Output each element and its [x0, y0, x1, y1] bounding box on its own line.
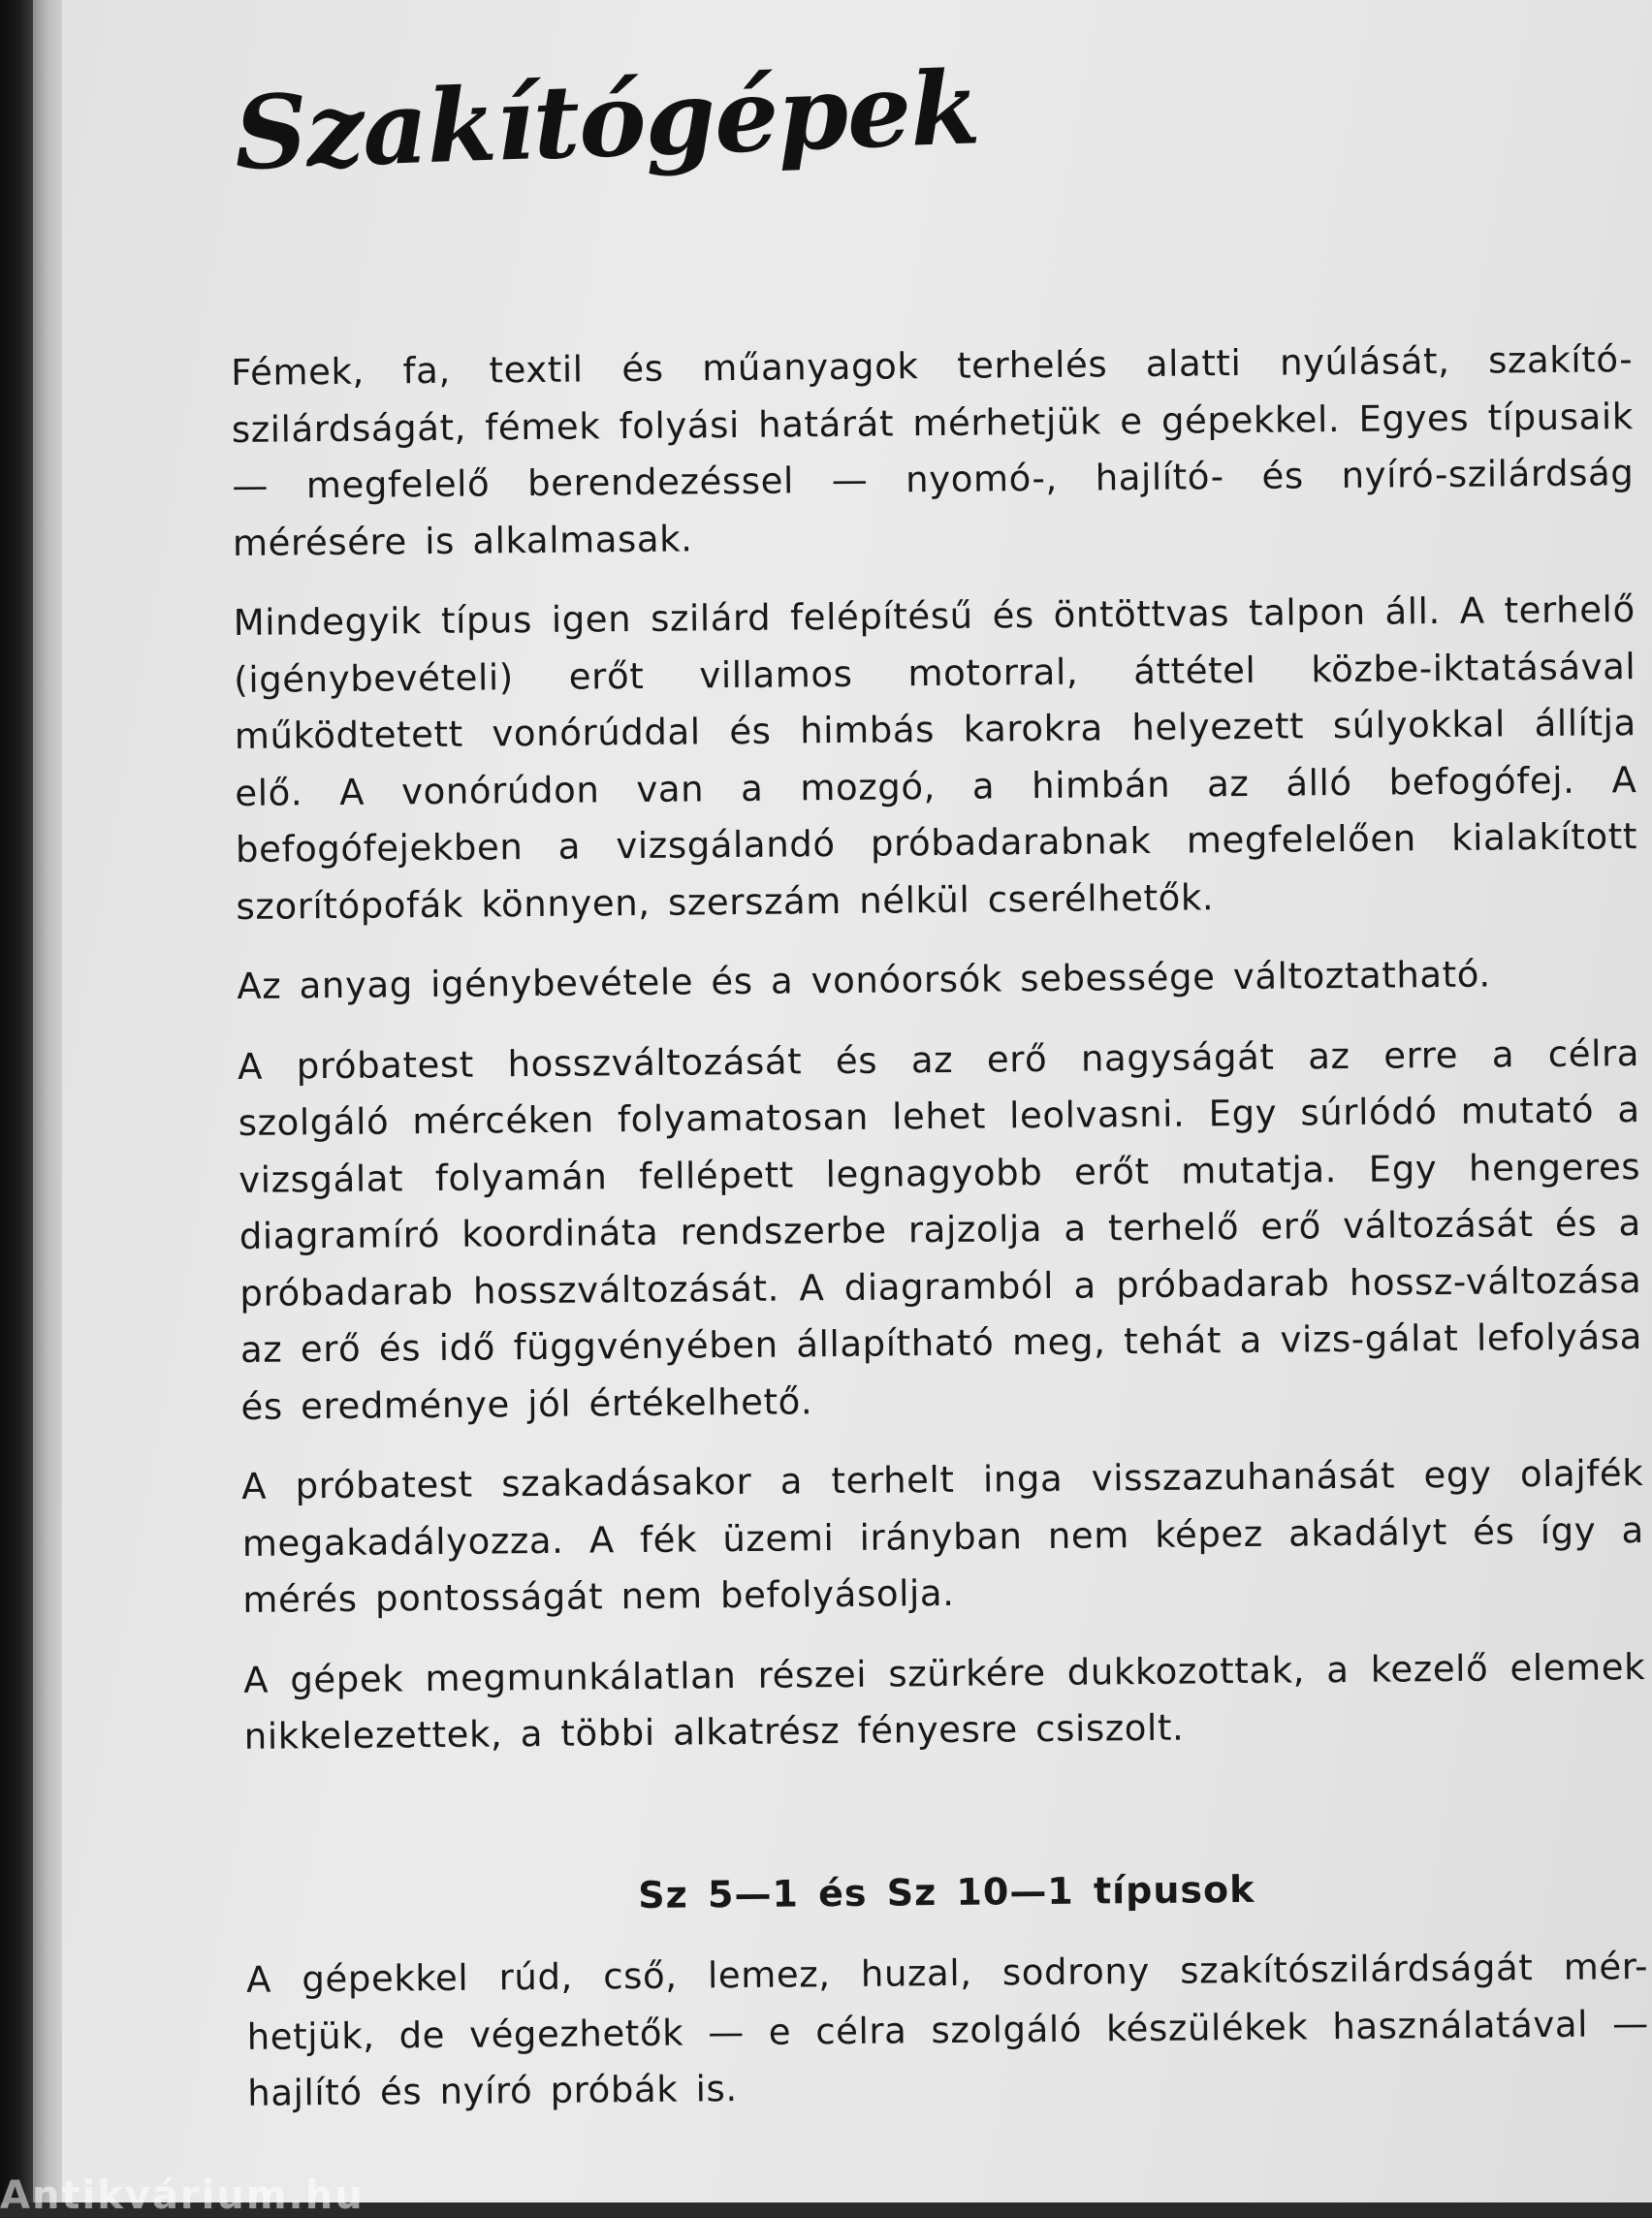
paragraph-intro: Fémek, fa, textil és műanyagok terhelés alatti nyúlását, szakító-szilárdságát, fémek folyási határát mérhetjük e gépekkel. Egyes típusaik — megfelelő berendezéssel — nyomó-, hajlító- és nyíró-szilárdság mérésére is alkalmasak. [231, 338, 1635, 564]
paragraph-section: A gépekkel rúd, cső, lemez, huzal, sodrony szakítószilárdságát mér-hetjük, de végezhetők — e célra szolgáló készülékek használatával — hajlító és nyíró próbák is. [245, 1946, 1649, 2114]
page-edge [33, 0, 62, 2202]
paragraph-construction: Mindegyik típus igen szilárd felépítésű és öntöttvas talpon áll. A terhelő (igénybevételi) erőt villamos motorral, áttétel közbe-iktatásával működtetett vonórúddal és himbás karokra helyezett súlyokkal állítja elő. A vonórúdon van a mozgó, a himbán az álló befogófej. A befogófejekben a vizsgálandó próbadarabnak megfelelően kialakított szorítópofák könnyen, szerszám nélkül cserélhetők. [233, 588, 1638, 928]
watermark: Antikvárium.hu [0, 2173, 365, 2218]
paragraph-brake: A próbatest szakadásakor a terhelt inga visszazuhanását egy olajfék megakadályozza. A fék üzemi irányban nem képez akadályt és így a mérés pontosságát nem befolyásolja. [241, 1452, 1645, 1621]
body-text [231, 332, 1650, 2145]
paragraph-speed: Az anyag igénybevétele és a vonóorsók sebessége változtatható. [237, 953, 1491, 1007]
paragraph-finish: A gépek megmunkálatlan részei szürkére dukkozottak, a kezelő elemek nikkelezettek, a többi alkatrész fényesre csiszolt. [243, 1645, 1646, 1758]
paragraph-measurement: A próbatest hosszváltozását és az erő nagyságát az erre a célra szolgáló mércéken folyamatosan lehet leolvasni. Egy súrlódó mutató a vizsgálat folyamán fellépett legnagyobb erőt mutatja. Egy hengeres diagramíró koordináta rendszerbe rajzolja a terhelő erő változását és a próbadarab hosszváltozását. A diagramból a próbadarab hossz-változása az erő és idő függvényében állapítható meg, tehát a vizs-gálat lefolyása és eredménye jól értékelhető. [237, 1031, 1643, 1428]
page-title: Szakítógépek [232, 48, 982, 193]
document-page [62, 0, 1652, 2202]
book-binding [0, 0, 33, 2202]
section-heading: Sz 5—1 és Sz 10—1 típusok [638, 1867, 1255, 1917]
